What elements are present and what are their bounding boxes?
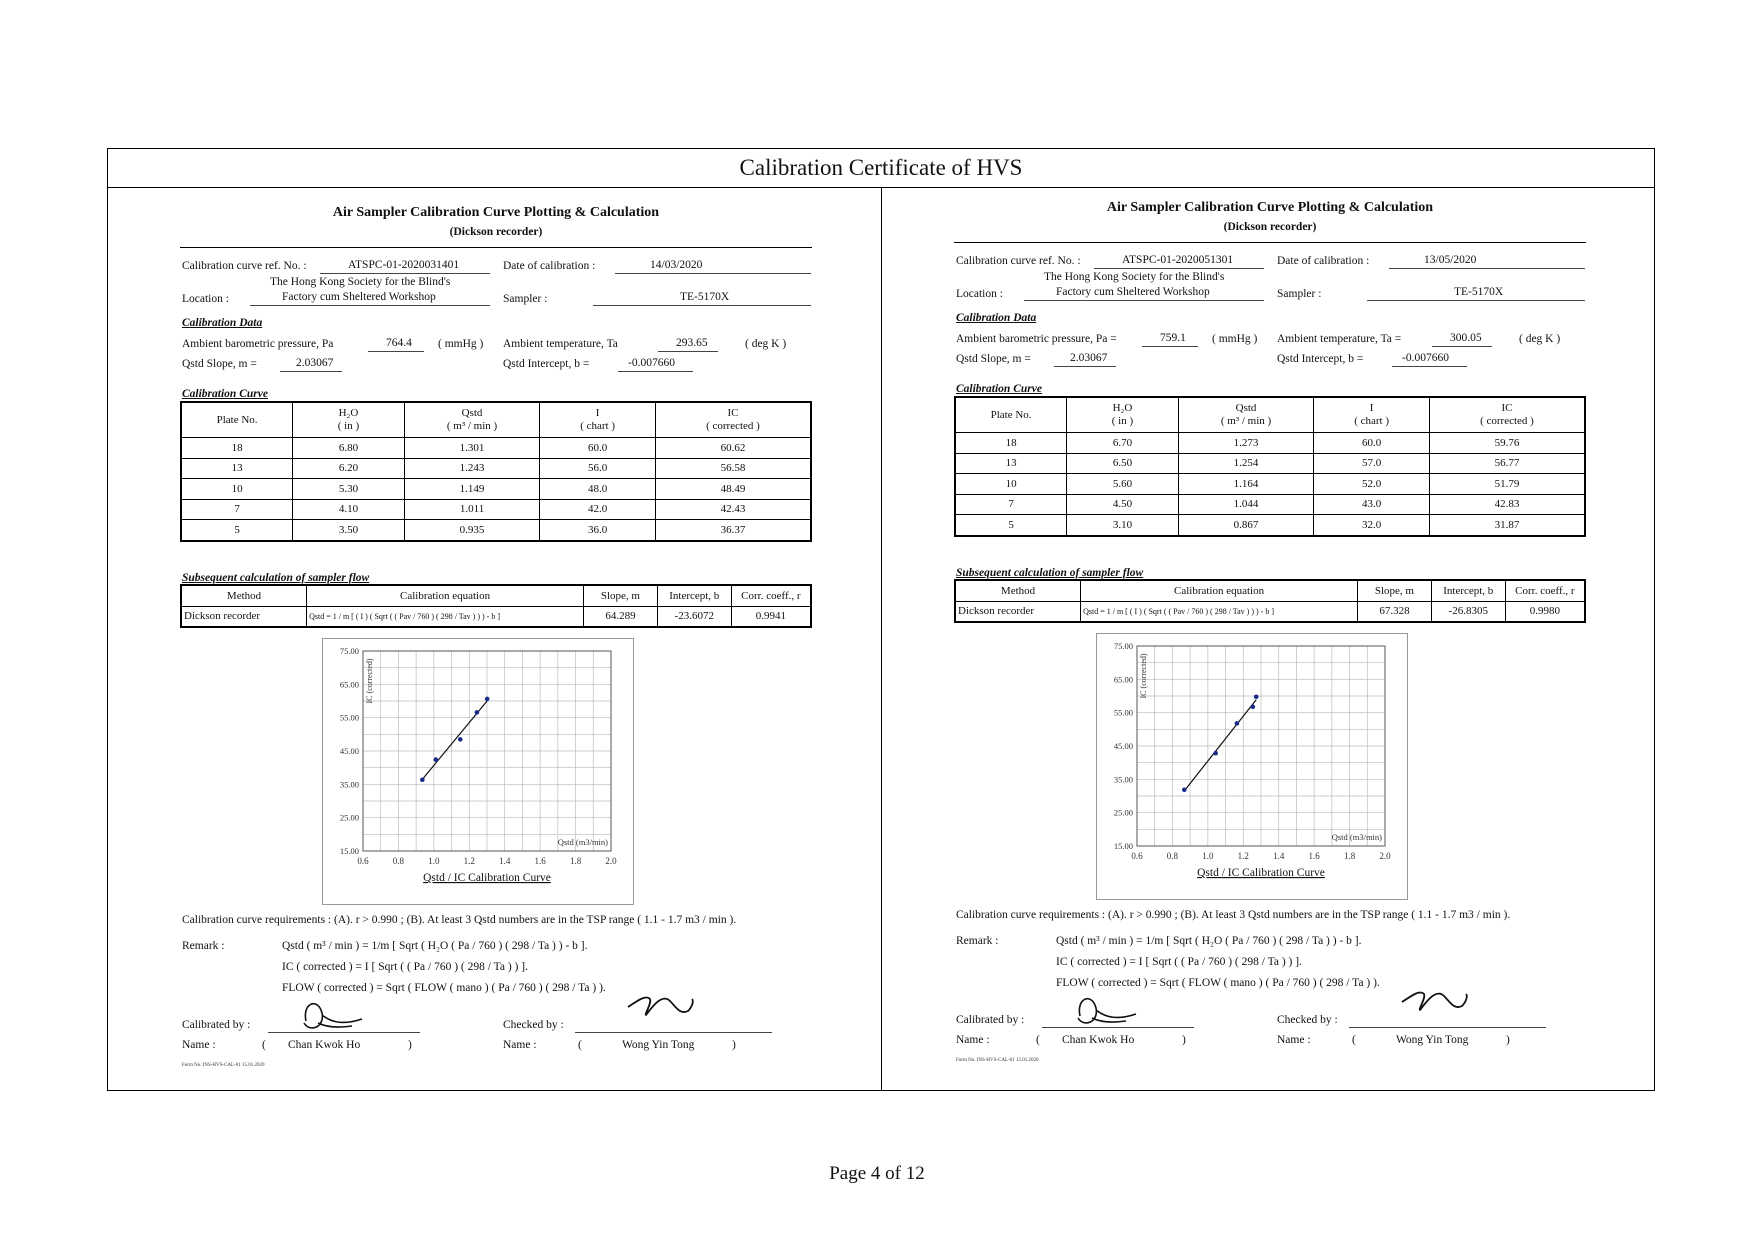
table-cell: 59.76 [1429, 433, 1585, 454]
chart-point [1182, 787, 1187, 792]
chart-y-tick-label: 15.00 [339, 846, 359, 856]
form-number: Form No. INS-HVS-CAL-01 15.01.2020 [182, 1063, 265, 1068]
subseq-cell: Qstd = 1 / m [ ( I ) ( Sqrt ( ( Pav / 760 ) ( 298 / Tav ) ) ) - b ] [1081, 601, 1358, 622]
chart-y-tick-label: 35.00 [339, 779, 359, 790]
remark-line-2: IC ( corrected ) = I [ Sqrt ( ( Pa / 760 ) ( 298 / Ta ) ) ]. [282, 961, 528, 973]
checked-signature [622, 985, 702, 1025]
table-cell: 1.044 [1178, 494, 1314, 515]
location-line-2: Factory cum Sheltered Workshop [282, 291, 436, 303]
name-label-calibrated: Name : [182, 1039, 216, 1051]
subseq-cell: 0.9980 [1505, 601, 1585, 622]
chart-y-tick-label: 65.00 [1113, 674, 1133, 685]
requirements-text: Calibration curve requirements : (A). r > 0.990 ; (B). At least 3 Qstd numbers are in the TSP range ( 1.1 - 1.7 m3 / min ). [956, 909, 1511, 921]
name-open-paren-checked: ( [578, 1039, 582, 1051]
calibrated-signature [292, 993, 372, 1035]
cert-heading: Air Sampler Calibration Curve Plotting & Calculation [1106, 200, 1434, 215]
name-close-paren-calibrated: ) [1182, 1034, 1186, 1046]
cal-data-heading: Calibration Data [956, 312, 1037, 324]
slope-label: Qstd Slope, m = [956, 353, 1031, 365]
table-cell: 52.0 [1314, 474, 1430, 495]
certificate-left [108, 187, 881, 1090]
pressure-underline [1142, 346, 1198, 347]
header-line-1: H₂O [1112, 402, 1133, 414]
header-line-1: I [595, 407, 600, 419]
cert-subheading: (Dickson recorder) [449, 226, 543, 238]
temp-label: Ambient temperature, Ta = [1277, 333, 1402, 345]
chart-svg [1097, 634, 1407, 899]
calibration-table [180, 401, 812, 542]
table-header-cell [655, 402, 811, 438]
table-cell: 43.0 [1314, 494, 1430, 515]
checked-name: Wong Yin Tong [622, 1039, 695, 1051]
temp-label: Ambient temperature, Ta [503, 338, 618, 350]
sampler-underline [593, 305, 811, 306]
table-cell: 0.867 [1178, 515, 1314, 536]
table-cell: 3.10 [1067, 515, 1179, 536]
chart-point [485, 697, 490, 702]
chart-x-tick-label: 0.6 [1131, 851, 1143, 861]
table-cell: 1.149 [404, 479, 540, 500]
subseq-cell: Dickson recorder [955, 601, 1081, 622]
chart-x-tick-label: 1.0 [1202, 851, 1214, 861]
remark-line-2: IC ( corrected ) = I [ Sqrt ( ( Pa / 760 ) ( 298 / Ta ) ) ]. [1056, 956, 1302, 968]
table-cell: 57.0 [1314, 453, 1430, 474]
table-row [955, 515, 1585, 536]
certificate-right [882, 187, 1655, 1090]
name-label-checked: Name : [503, 1039, 537, 1051]
ref-underline [320, 273, 490, 274]
table-row [955, 494, 1585, 515]
chart-y-tick-label: 65.00 [339, 679, 359, 690]
header-line-1: IC [1501, 402, 1513, 414]
table-cell: 60.0 [540, 438, 656, 459]
table-cell: 36.37 [655, 520, 811, 541]
subseq-header-cell: Calibration equation [1081, 580, 1358, 601]
table-cell: 5 [955, 515, 1067, 536]
chart-point [1254, 695, 1259, 700]
table-cell: 42.83 [1429, 494, 1585, 515]
chart-x-tick-label: 1.2 [1237, 851, 1249, 861]
date-underline [615, 273, 811, 274]
chart-y-tick-label: 45.00 [1113, 741, 1133, 751]
chart-x-tick-label: 0.8 [392, 856, 405, 866]
chart-y-tick-label: 55.00 [339, 712, 359, 723]
chart-x-tick-label: 2.0 [1379, 851, 1391, 861]
subseq-heading: Subsequent calculation of sampler flow [956, 567, 1144, 579]
intercept-label: Qstd Intercept, b = [1277, 353, 1364, 365]
table-cell: 42.0 [540, 499, 656, 520]
temp-unit: ( deg K ) [745, 338, 787, 350]
header-line-2: ( m³ / min ) [446, 420, 498, 432]
chart-x-tick-label: 1.6 [534, 856, 546, 866]
table-row [955, 474, 1585, 495]
chart-point [1251, 704, 1256, 709]
chart-y-tick-label: 15.00 [1113, 841, 1133, 851]
remark-line-1: Qstd ( m³ / min ) = 1/m [ Sqrt ( H₂O ( Pa / 760 ) ( 298 / Ta ) ) - b ]. [282, 940, 588, 952]
checked-name: Wong Yin Tong [1396, 1034, 1469, 1046]
table-cell: 18 [955, 433, 1067, 454]
table-cell: 56.77 [1429, 453, 1585, 474]
chart-x-tick-label: 1.4 [1273, 851, 1285, 861]
chart-y-tick-label: 25.00 [1113, 807, 1133, 818]
subseq-header-cell: Corr. coeff., r [1505, 580, 1585, 601]
calibration-chart [322, 638, 634, 905]
temp-underline [658, 351, 718, 352]
chart-point [1235, 721, 1240, 726]
chart-title: Qstd / IC Calibration Curve [1197, 867, 1325, 879]
ref-label: Calibration curve ref. No. : [956, 255, 1081, 267]
subseq-header-row [181, 585, 811, 606]
chart-x-tick-label: 1.2 [463, 856, 475, 866]
calibrated-name: Chan Kwok Ho [1062, 1034, 1135, 1046]
table-cell: 4.50 [1067, 494, 1179, 515]
chart-x-tick-label: 0.6 [357, 856, 369, 866]
slope-underline [1054, 366, 1116, 367]
subseq-header-cell: Method [955, 580, 1081, 601]
table-cell: 13 [955, 453, 1067, 474]
temp-underline [1432, 346, 1492, 347]
location-label: Location : [182, 293, 229, 305]
subseq-cell: Qstd = 1 / m [ ( I ) ( Sqrt ( ( Pav / 760 ) ( 298 / Tav ) ) ) - b ] [307, 606, 584, 627]
header-line-2: ( corrected ) [706, 420, 760, 432]
subseq-cell: 67.328 [1358, 601, 1432, 622]
certificate-frame [107, 148, 1655, 1091]
table-cell: 7 [181, 499, 293, 520]
header-line-2: ( corrected ) [1480, 415, 1534, 427]
form-number: Form No. INS-HVS-CAL-01 15.01.2020 [956, 1058, 1039, 1063]
table-cell: 6.80 [293, 438, 405, 459]
header-line-2: ( chart ) [1354, 415, 1390, 427]
table-cell: 1.301 [404, 438, 540, 459]
table-cell: 48.0 [540, 479, 656, 500]
checked-by-label: Checked by : [503, 1019, 564, 1031]
calibrated-signature [1066, 988, 1146, 1030]
slope-underline [280, 371, 342, 372]
header-line-1: I [1369, 402, 1374, 414]
header-line-1: Qstd [1235, 402, 1257, 414]
intercept-underline [1392, 366, 1467, 367]
chart-x-tick-label: 1.4 [499, 856, 511, 866]
page-title: Calibration Certificate of HVS [108, 149, 1654, 188]
sampler-underline [1367, 300, 1585, 301]
requirements-text: Calibration curve requirements : (A). r > 0.990 ; (B). At least 3 Qstd numbers are in the TSP range ( 1.1 - 1.7 m3 / min ). [182, 914, 737, 926]
table-row [181, 479, 811, 500]
table-header-cell [293, 402, 405, 438]
pressure-unit: ( mmHg ) [1212, 333, 1258, 345]
chart-y-axis-label: IC (corrected) [1139, 653, 1148, 699]
chart-point [434, 757, 439, 762]
table-header-cell [1429, 397, 1585, 433]
header-line-1: Plate No. [990, 408, 1032, 421]
calibration-table [954, 396, 1586, 537]
sampler-value: TE-5170X [680, 291, 730, 303]
subseq-header-cell: Calibration equation [307, 585, 584, 606]
table-cell: 6.50 [1067, 453, 1179, 474]
table-cell: 13 [181, 458, 293, 479]
calibrated-by-label: Calibrated by : [182, 1019, 251, 1031]
remark-label: Remark : [182, 940, 225, 952]
table-cell: 48.49 [655, 479, 811, 500]
table-cell: 1.011 [404, 499, 540, 520]
cert-inner [954, 182, 1586, 1085]
table-cell: 5 [181, 520, 293, 541]
table-header-cell [181, 402, 293, 438]
header-line-2: ( m³ / min ) [1220, 415, 1272, 427]
location-label: Location : [956, 288, 1003, 300]
remark-line-3: FLOW ( corrected ) = Sqrt ( FLOW ( mano ) ( Pa / 760 ) ( 298 / Ta ) ). [1056, 977, 1380, 989]
name-close-paren-calibrated: ) [408, 1039, 412, 1051]
chart-y-tick-label: 55.00 [1113, 707, 1133, 718]
subseq-heading: Subsequent calculation of sampler flow [182, 572, 370, 584]
table-cell: 60.0 [1314, 433, 1430, 454]
calibration-chart [1096, 633, 1408, 900]
subseq-header-row [955, 580, 1585, 601]
curve-heading: Calibration Curve [182, 388, 268, 400]
date-label: Date of calibration : [1277, 255, 1370, 267]
table-cell: 6.20 [293, 458, 405, 479]
calibrated-name: Chan Kwok Ho [288, 1039, 361, 1051]
header-line-1: Plate No. [216, 413, 258, 426]
table-cell: 36.0 [540, 520, 656, 541]
subseq-header-cell: Slope, m [584, 585, 658, 606]
table-cell: 6.70 [1067, 433, 1179, 454]
table-cell: 1.273 [1178, 433, 1314, 454]
chart-point [475, 710, 480, 715]
table-row [181, 520, 811, 541]
subseq-header-cell: Slope, m [1358, 580, 1432, 601]
chart-trendline [1184, 700, 1256, 791]
chart-point [1213, 751, 1218, 756]
subseq-cell: 0.9941 [731, 606, 811, 627]
subseq-cell: Dickson recorder [181, 606, 307, 627]
subseq-cell: 64.289 [584, 606, 658, 627]
table-header-cell [1067, 397, 1179, 433]
table-cell: 31.87 [1429, 515, 1585, 536]
ref-value: ATSPC-01-2020051301 [1122, 254, 1234, 266]
date-label: Date of calibration : [503, 260, 596, 272]
header-line-2: ( in ) [337, 420, 360, 432]
header-line-1: Qstd [461, 407, 483, 419]
slope-value: 2.03067 [296, 357, 334, 369]
table-header-cell [1178, 397, 1314, 433]
cert-heading: Air Sampler Calibration Curve Plotting & Calculation [332, 205, 660, 220]
name-open-paren-calibrated: ( [262, 1039, 266, 1051]
subseq-cell: -26.8305 [1431, 601, 1505, 622]
table-cell: 1.164 [1178, 474, 1314, 495]
pressure-underline [368, 351, 424, 352]
table-cell: 5.60 [1067, 474, 1179, 495]
header-line-2: ( chart ) [580, 420, 616, 432]
name-label-checked: Name : [1277, 1034, 1311, 1046]
checked-by-label: Checked by : [1277, 1014, 1338, 1026]
slope-value: 2.03067 [1070, 352, 1108, 364]
intercept-underline [618, 371, 693, 372]
intercept-label: Qstd Intercept, b = [503, 358, 590, 370]
subseq-table [180, 584, 812, 628]
table-cell: 10 [181, 479, 293, 500]
name-open-paren-checked: ( [1352, 1034, 1356, 1046]
sampler-label: Sampler : [1277, 288, 1322, 300]
subseq-cell: -23.6072 [657, 606, 731, 627]
header-line-1: H₂O [338, 407, 359, 419]
ref-underline [1094, 268, 1264, 269]
temp-unit: ( deg K ) [1519, 333, 1561, 345]
table-row [181, 458, 811, 479]
pressure-value: 759.1 [1160, 332, 1186, 344]
table-cell: 0.935 [404, 520, 540, 541]
table-cell: 51.79 [1429, 474, 1585, 495]
remark-line-3: FLOW ( corrected ) = Sqrt ( FLOW ( mano ) ( Pa / 760 ) ( 298 / Ta ) ). [282, 982, 606, 994]
chart-title: Qstd / IC Calibration Curve [423, 872, 551, 884]
table-cell: 3.50 [293, 520, 405, 541]
curve-heading: Calibration Curve [956, 383, 1042, 395]
slope-label: Qstd Slope, m = [182, 358, 257, 370]
subseq-data-row [181, 606, 811, 627]
table-cell: 7 [955, 494, 1067, 515]
calibrated-by-label: Calibrated by : [956, 1014, 1025, 1026]
subseq-data-row [955, 601, 1585, 622]
table-cell: 1.254 [1178, 453, 1314, 474]
table-cell: 1.243 [404, 458, 540, 479]
table-cell: 18 [181, 438, 293, 459]
table-row [181, 499, 811, 520]
location-underline [1024, 300, 1264, 301]
heading-rule [954, 242, 1586, 243]
subseq-header-cell: Intercept, b [1431, 580, 1505, 601]
table-header-cell [404, 402, 540, 438]
checked-signature [1396, 980, 1476, 1020]
table-cell: 5.30 [293, 479, 405, 500]
page-number: Page 4 of 12 [829, 1163, 925, 1184]
chart-point [420, 777, 425, 782]
header-line-2: ( in ) [1111, 415, 1134, 427]
table-cell: 32.0 [1314, 515, 1430, 536]
sampler-label: Sampler : [503, 293, 548, 305]
table-header-cell [540, 402, 656, 438]
table-cell: 42.43 [655, 499, 811, 520]
remark-label: Remark : [956, 935, 999, 947]
subseq-table [954, 579, 1586, 623]
pressure-unit: ( mmHg ) [438, 338, 484, 350]
chart-x-tick-label: 1.8 [1343, 851, 1356, 861]
chart-y-tick-label: 35.00 [1113, 774, 1133, 785]
chart-y-tick-label: 75.00 [1113, 641, 1133, 651]
location-line-1: The Hong Kong Society for the Blind's [1044, 271, 1225, 283]
chart-y-tick-label: 25.00 [339, 812, 359, 823]
chart-x-tick-label: 1.6 [1308, 851, 1320, 861]
chart-y-axis-label: IC (corrected) [365, 658, 374, 704]
chart-y-tick-label: 75.00 [339, 646, 359, 656]
subseq-header-cell: Intercept, b [657, 585, 731, 606]
intercept-value: -0.007660 [1402, 352, 1449, 364]
table-row [181, 438, 811, 459]
chart-x-axis-label: Qstd (m3/min) [1331, 832, 1382, 842]
ref-label: Calibration curve ref. No. : [182, 260, 307, 272]
name-close-paren-checked: ) [1506, 1034, 1510, 1046]
table-row [955, 453, 1585, 474]
heading-rule [180, 247, 812, 248]
date-value: 13/05/2020 [1424, 254, 1477, 266]
chart-svg [323, 639, 633, 904]
pressure-value: 764.4 [386, 337, 412, 349]
pressure-label: Ambient barometric pressure, Pa [182, 338, 334, 350]
location-underline [250, 305, 490, 306]
temp-value: 293.65 [676, 337, 708, 349]
location-line-1: The Hong Kong Society for the Blind's [270, 276, 451, 288]
intercept-value: -0.007660 [628, 357, 675, 369]
table-cell: 4.10 [293, 499, 405, 520]
chart-point [458, 737, 463, 742]
checked-by-underline [575, 1032, 772, 1033]
date-underline [1389, 268, 1585, 269]
table-header-row [181, 402, 811, 438]
chart-x-tick-label: 1.8 [569, 856, 582, 866]
subseq-header-cell: Corr. coeff., r [731, 585, 811, 606]
cert-subheading: (Dickson recorder) [1223, 221, 1317, 233]
table-header-row [955, 397, 1585, 433]
cert-inner [180, 187, 812, 1090]
chart-x-tick-label: 0.8 [1166, 851, 1179, 861]
table-row [955, 433, 1585, 454]
table-cell: 60.62 [655, 438, 811, 459]
chart-x-tick-label: 1.0 [428, 856, 440, 866]
subseq-header-cell: Method [181, 585, 307, 606]
chart-y-tick-label: 45.00 [339, 746, 359, 756]
cal-data-heading: Calibration Data [182, 317, 263, 329]
table-header-cell [1314, 397, 1430, 433]
header-line-1: IC [727, 407, 739, 419]
name-close-paren-checked: ) [732, 1039, 736, 1051]
checked-by-underline [1349, 1027, 1546, 1028]
ref-value: ATSPC-01-2020031401 [348, 259, 460, 271]
table-header-cell [955, 397, 1067, 433]
chart-x-tick-label: 2.0 [605, 856, 617, 866]
date-value: 14/03/2020 [650, 259, 703, 271]
table-cell: 10 [955, 474, 1067, 495]
table-cell: 56.58 [655, 458, 811, 479]
pressure-label: Ambient barometric pressure, Pa = [956, 333, 1117, 345]
remark-line-1: Qstd ( m³ / min ) = 1/m [ Sqrt ( H₂O ( Pa / 760 ) ( 298 / Ta ) ) - b ]. [1056, 935, 1362, 947]
chart-x-axis-label: Qstd (m3/min) [557, 837, 608, 847]
sampler-value: TE-5170X [1454, 286, 1504, 298]
temp-value: 300.05 [1450, 332, 1482, 344]
name-label-calibrated: Name : [956, 1034, 990, 1046]
table-cell: 56.0 [540, 458, 656, 479]
location-line-2: Factory cum Sheltered Workshop [1056, 286, 1210, 298]
name-open-paren-calibrated: ( [1036, 1034, 1040, 1046]
